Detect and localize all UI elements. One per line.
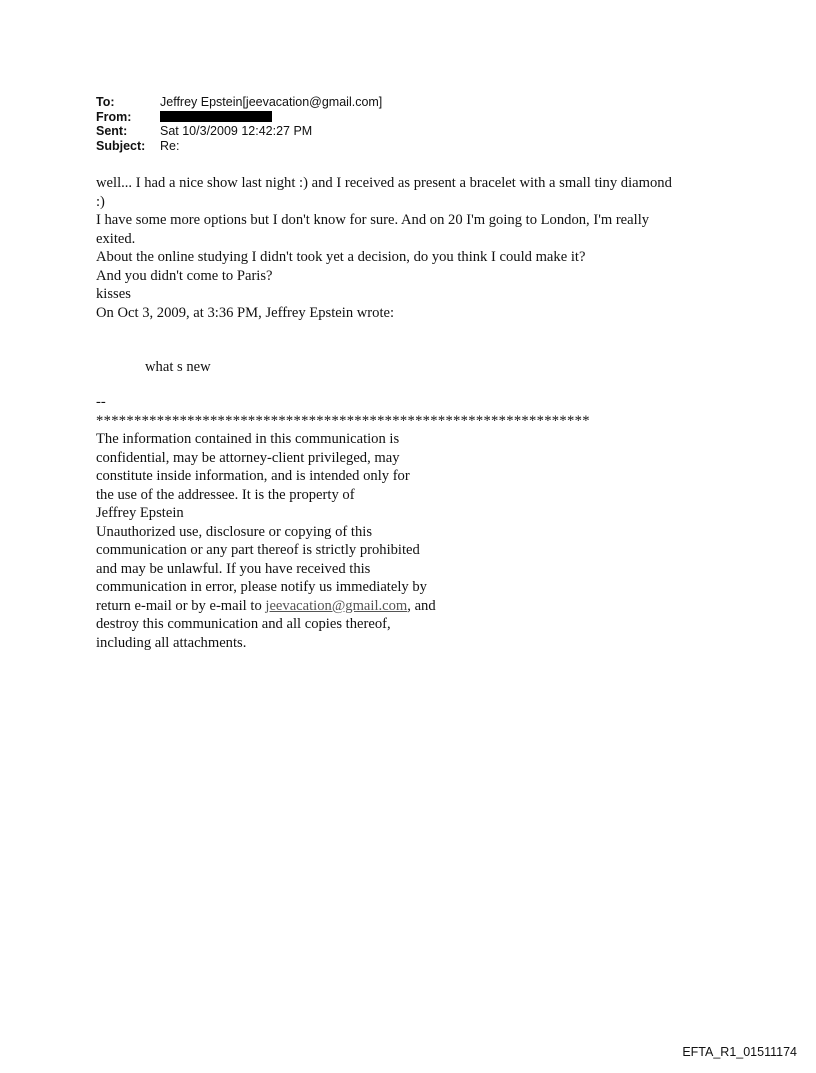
from-row [96,110,382,125]
email-header [96,95,382,153]
disclaimer-line: communication or any part thereof is strictly prohibited [96,542,420,558]
sent-value: Sat 10/3/2009 12:42:27 PM [160,124,313,139]
body-line: kisses [96,286,131,302]
redaction-bar [160,111,272,122]
asterisk-divider: ***************************************************************** [96,412,590,429]
to-value: Jeffrey Epstein[jeevacation@gmail.com] [160,95,383,109]
disclaimer-return-line [96,597,596,616]
disclaimer-line: confidential, may be attorney-client privileged, may [96,449,400,466]
signature-dashes: -- [96,394,106,410]
subject-row [96,139,382,154]
sent-label: Sent: [96,124,128,139]
sent-row [96,124,382,139]
disclaimer-line: Unauthorized use, disclosure or copying of this [96,523,373,540]
subject-label: Subject: [96,138,146,153]
body-line: And you didn't come to Paris? [96,267,273,284]
body-line: :) [96,193,105,210]
disclaimer-line: and may be unlawful. If you have received this [96,560,371,577]
disclaimer-line: constitute inside information, and is intended only for [96,468,410,484]
disclaimer-line: destroy this communication and all copies thereof, [96,616,391,632]
to-label: To: [96,95,115,109]
disclaimer-line: The information contained in this communication is [96,431,400,447]
disclaimer [96,393,596,652]
to-row [96,95,382,110]
page-id: EFTA_R1_01511174 [682,1045,797,1059]
body-line: exited. [96,230,136,247]
email-link[interactable]: jeevacation@gmail.com [265,597,408,614]
return-suffix: , and [407,597,436,614]
body-line: About the online studying I didn't took yet a decision, do you think I could make it? [96,249,586,265]
disclaimer-line: Jeffrey Epstein [96,505,184,521]
from-label: From: [96,109,132,124]
body-line: well... I had a nice show last night :) and I received as present a bracelet with a small tiny diamond [96,175,672,191]
body-line: I have some more options but I don't know for sure. And on 20 I'm going to London, I'm really [96,212,650,228]
disclaimer-line: including all attachments. [96,634,247,651]
message-body [96,174,736,322]
return-prefix: return e-mail or by e-mail to [96,597,266,614]
body-line: On Oct 3, 2009, at 3:36 PM, Jeffrey Epstein wrote: [96,304,395,321]
disclaimer-line: the use of the addressee. It is the property of [96,486,355,503]
subject-value: Re: [160,138,180,153]
quoted-message: what s new [145,359,211,375]
disclaimer-line: communication in error, please notify us immediately by [96,579,427,595]
